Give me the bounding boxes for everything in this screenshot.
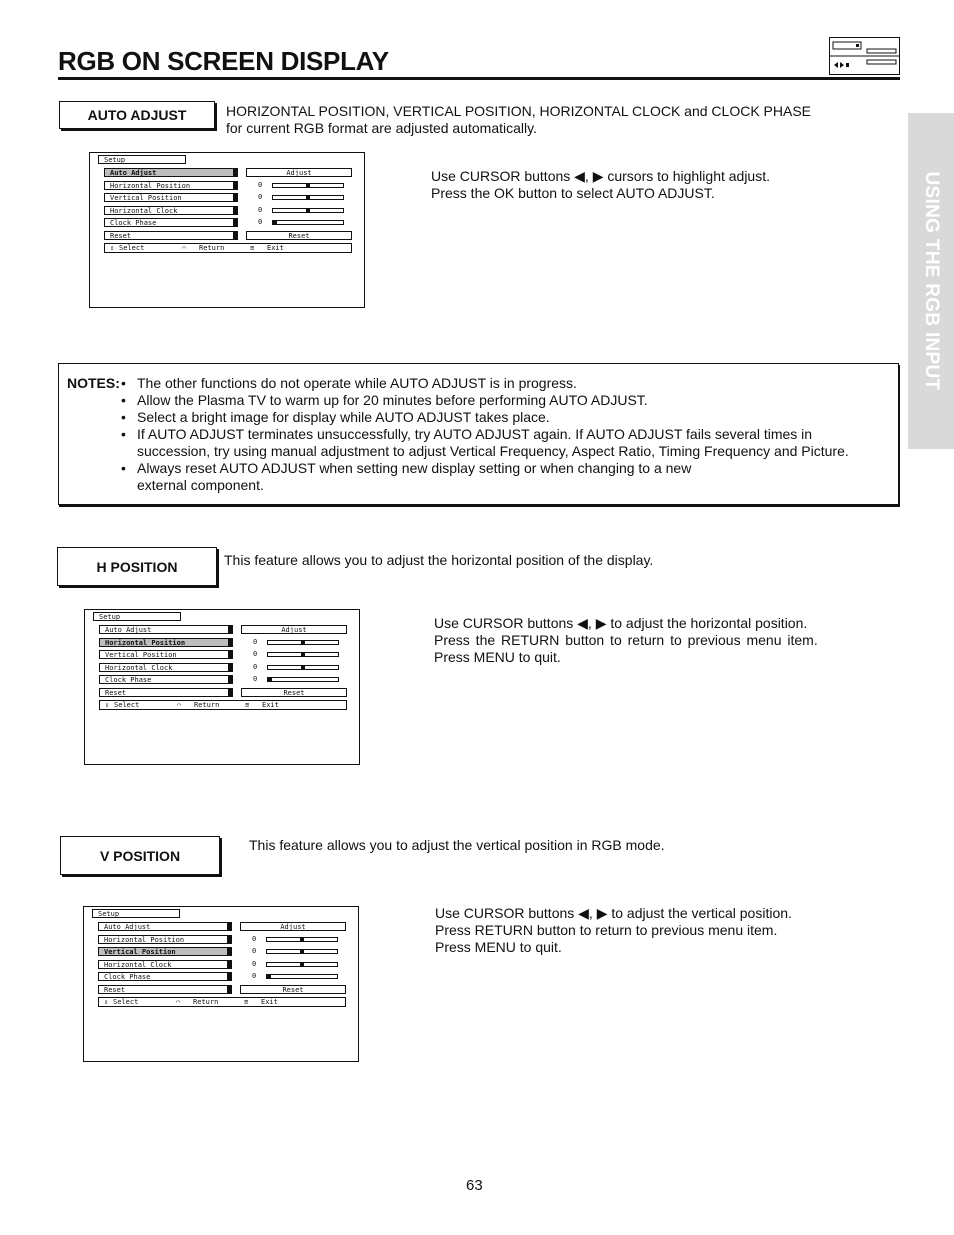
osd-menu-item: Vertical Position <box>104 193 238 202</box>
osd-row <box>104 168 354 178</box>
osd-slider-track <box>267 665 339 670</box>
select-arrows-icon: ⇕ <box>104 998 109 1006</box>
osd-footer-select: Select <box>113 998 139 1006</box>
osd-menu-item: Horizontal Position <box>99 638 233 647</box>
v-position-label-box <box>60 836 220 875</box>
title-rule <box>58 77 900 80</box>
osd-menu-item: Reset <box>104 231 238 240</box>
osd-slider <box>241 650 347 659</box>
osd-row <box>98 947 348 957</box>
osd-menu-item: Auto Adjust <box>98 922 232 931</box>
osd-screen-h-position <box>84 609 360 765</box>
side-tab-label: USING THE RGB INPUT <box>921 171 942 391</box>
osd-slider-track <box>267 652 339 657</box>
h-position-description <box>224 552 653 569</box>
osd-footer <box>104 243 352 253</box>
osd-slider <box>240 972 346 981</box>
h-position-label-box <box>57 547 217 586</box>
osd-slider-track <box>272 183 344 188</box>
osd-slider-knob <box>300 950 304 953</box>
osd-row <box>104 181 354 191</box>
osd-footer-exit: Exit <box>262 701 279 709</box>
osd-slider-value: 0 <box>252 934 257 943</box>
osd-slider-knob <box>300 963 304 966</box>
osd-slider <box>246 206 352 215</box>
osd-slider-value: 0 <box>252 947 257 955</box>
osd-slider <box>241 638 347 647</box>
osd-slider-knob <box>268 678 272 681</box>
osd-slider-knob <box>301 666 305 669</box>
osd-slider-track <box>266 937 338 942</box>
osd-menu-item: Horizontal Clock <box>98 960 232 969</box>
return-icon: ⌒ <box>176 998 181 1006</box>
osd-slider <box>240 935 346 944</box>
instruction-line: Press MENU to quit. <box>435 939 562 955</box>
osd-row <box>98 935 348 945</box>
osd-row <box>98 972 348 982</box>
osd-slider <box>246 181 352 190</box>
osd-screen-auto-adjust <box>89 152 365 308</box>
auto-adjust-description-line: for current RGB format are adjusted automatically. <box>226 120 537 136</box>
osd-footer-return: Return <box>199 244 225 252</box>
osd-adjust-value: Adjust <box>246 168 352 177</box>
osd-row <box>99 688 349 698</box>
osd-slider-knob <box>306 184 310 187</box>
osd-slider-knob <box>273 221 277 224</box>
osd-row <box>99 675 349 685</box>
osd-slider-knob <box>306 209 310 212</box>
exit-icon: ≡ <box>245 701 250 709</box>
auto-adjust-label: AUTO ADJUST <box>87 107 187 123</box>
note-item: • Always reset AUTO ADJUST when setting new display setting or when changing to a new external component. <box>117 460 887 494</box>
osd-menu-item: Vertical Position <box>99 650 233 659</box>
note-item: • If AUTO ADJUST terminates unsuccessfully, try AUTO ADJUST again. If AUTO ADJUST fails several times in succession, try using manual adjustment to adjust Vertical Frequency, Aspect Ratio, Timing Frequency and Picture. <box>117 426 887 460</box>
osd-slider <box>246 193 352 202</box>
osd-slider-value: 0 <box>258 180 263 189</box>
osd-slider-knob <box>267 975 271 978</box>
osd-menu-item: Vertical Position <box>98 947 232 956</box>
auto-adjust-label-box <box>59 101 215 129</box>
osd-slider <box>240 947 346 956</box>
note-item: • Select a bright image for display while AUTO ADJUST takes place. <box>117 409 887 426</box>
exit-icon: ≡ <box>250 244 255 252</box>
osd-row <box>99 638 349 648</box>
osd-row <box>104 218 354 228</box>
osd-slider-track <box>272 220 344 225</box>
osd-adjust-value: Adjust <box>240 922 346 931</box>
osd-reset-value: Reset <box>240 985 346 994</box>
osd-row <box>99 650 349 660</box>
osd-row <box>98 960 348 970</box>
auto-adjust-instructions <box>431 168 770 202</box>
osd-menu-item: Clock Phase <box>99 675 233 684</box>
instruction-line: Press the OK button to select AUTO ADJUST. <box>431 185 715 201</box>
auto-adjust-description-line: HORIZONTAL POSITION, VERTICAL POSITION, HORIZONTAL CLOCK and CLOCK PHASE <box>226 103 812 119</box>
page-title: RGB ON SCREEN DISPLAY <box>58 46 389 76</box>
osd-slider-value: 0 <box>253 662 258 671</box>
osd-footer-select: Select <box>119 244 145 252</box>
osd-row <box>104 231 354 241</box>
osd-header: Setup <box>98 155 186 164</box>
osd-slider-knob <box>301 641 305 644</box>
instruction-line: Press the RETURN button to return to previous menu item. <box>434 632 818 648</box>
osd-slider <box>241 663 347 672</box>
select-arrows-icon: ⇕ <box>105 701 110 709</box>
return-icon: ⌒ <box>177 701 182 709</box>
osd-slider-value: 0 <box>252 972 257 980</box>
osd-slider <box>246 218 352 227</box>
v-position-description <box>249 837 665 854</box>
note-item: • The other functions do not operate while AUTO ADJUST is in progress. <box>117 375 887 392</box>
instruction-line: Use CURSOR buttons ◀, ▶ to adjust the horizontal position. <box>434 615 808 631</box>
select-arrows-icon: ⇕ <box>110 244 115 252</box>
v-position-instructions <box>435 905 792 956</box>
osd-slider-value: 0 <box>252 959 257 968</box>
osd-menu-item: Horizontal Clock <box>99 663 233 672</box>
h-position-description-line: This feature allows you to adjust the horizontal position of the display. <box>224 552 654 568</box>
osd-slider-value: 0 <box>253 637 258 646</box>
osd-slider <box>240 960 346 969</box>
osd-menu-item: Horizontal Clock <box>104 206 238 215</box>
osd-slider-value: 0 <box>253 675 258 683</box>
osd-row <box>99 663 349 673</box>
return-icon: ⌒ <box>182 244 187 252</box>
instruction-line: Use CURSOR buttons ◀, ▶ to adjust the vertical position. <box>435 905 792 921</box>
v-position-description-line: This feature allows you to adjust the vertical position in RGB mode. <box>249 837 665 853</box>
osd-slider-track <box>272 195 344 200</box>
instruction-line: Press MENU to quit. <box>434 649 561 665</box>
osd-slider-track <box>266 949 338 954</box>
osd-menu-item: Auto Adjust <box>99 625 233 634</box>
osd-slider-track <box>267 640 339 645</box>
osd-menu-item: Auto Adjust <box>104 168 238 177</box>
osd-slider-track <box>266 962 338 967</box>
auto-adjust-description <box>226 103 811 137</box>
osd-footer-return: Return <box>193 998 219 1006</box>
osd-adjust-value: Adjust <box>241 625 347 634</box>
notes-heading: NOTES: <box>67 375 120 391</box>
osd-slider <box>241 675 347 684</box>
osd-reset-value: Reset <box>246 231 352 240</box>
side-tab <box>908 113 954 449</box>
osd-footer-exit: Exit <box>267 244 284 252</box>
osd-menu-item: Clock Phase <box>104 218 238 227</box>
osd-footer <box>99 700 347 710</box>
osd-reset-value: Reset <box>241 688 347 697</box>
note-item: • Allow the Plasma TV to warm up for 20 minutes before performing AUTO ADJUST. <box>117 392 887 409</box>
osd-slider-value: 0 <box>258 193 263 201</box>
h-position-instructions <box>434 615 818 666</box>
exit-icon: ≡ <box>244 998 249 1006</box>
osd-screen-v-position <box>83 906 359 1062</box>
osd-slider-value: 0 <box>258 205 263 214</box>
instruction-line: Use CURSOR buttons ◀, ▶ cursors to highlight adjust. <box>431 168 771 184</box>
osd-header: Setup <box>93 612 181 621</box>
osd-row <box>98 922 348 932</box>
device-icon <box>829 37 900 75</box>
osd-slider-value: 0 <box>253 650 258 658</box>
osd-row <box>98 985 348 995</box>
osd-menu-item: Clock Phase <box>98 972 232 981</box>
h-position-label: H POSITION <box>96 558 178 575</box>
osd-slider-track <box>272 208 344 213</box>
osd-menu-item: Reset <box>98 985 232 994</box>
osd-menu-item: Horizontal Position <box>98 935 232 944</box>
osd-menu-item: Reset <box>99 688 233 697</box>
osd-footer-return: Return <box>194 701 220 709</box>
osd-slider-value: 0 <box>258 218 263 226</box>
osd-slider-knob <box>306 196 310 199</box>
osd-slider-knob <box>300 938 304 941</box>
osd-menu-item: Horizontal Position <box>104 181 238 190</box>
page-number: 63 <box>466 1177 483 1194</box>
v-position-label: V POSITION <box>99 847 181 864</box>
osd-row <box>104 206 354 216</box>
instruction-line: Press RETURN button to return to previous menu item. <box>435 922 778 938</box>
osd-footer <box>98 997 346 1007</box>
osd-header: Setup <box>92 909 180 918</box>
osd-footer-select: Select <box>114 701 140 709</box>
osd-slider-track <box>266 974 338 979</box>
osd-slider-track <box>267 677 339 682</box>
notes-box <box>58 363 899 505</box>
osd-footer-exit: Exit <box>261 998 278 1006</box>
osd-row <box>104 193 354 203</box>
osd-slider-knob <box>301 653 305 656</box>
osd-row <box>99 625 349 635</box>
notes-list <box>117 375 887 494</box>
